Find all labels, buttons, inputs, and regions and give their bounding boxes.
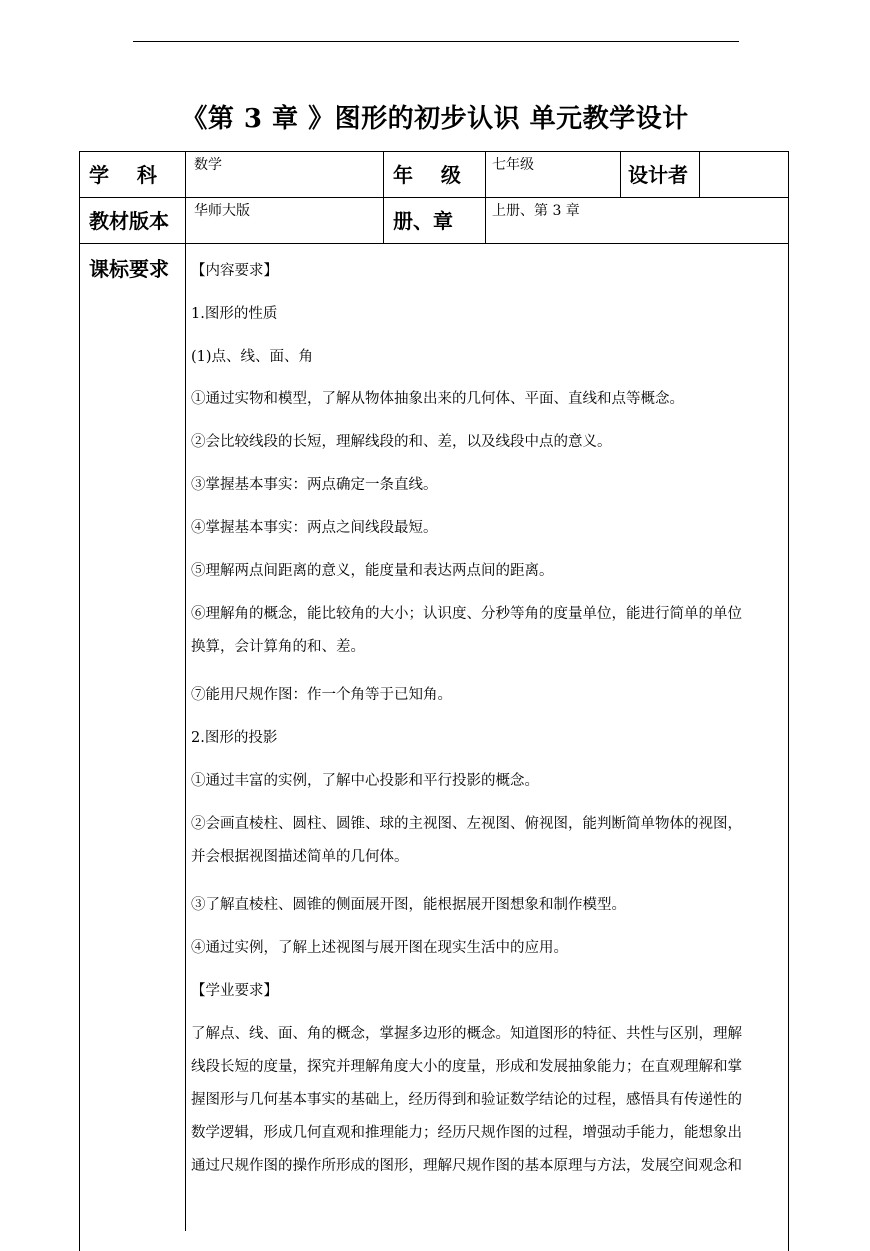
grade-value: 七年级 (492, 157, 534, 173)
list-item: ⑦能用尺规作图：作一个角等于已知角。 (191, 686, 452, 703)
list-item (191, 598, 785, 664)
edition-label: 教材版本 (89, 209, 169, 233)
academic-requirement-paragraph (191, 1018, 785, 1182)
designer-label: 设计者 (628, 163, 688, 187)
list-item: ①通过丰富的实例，了解中心投影和平行投影的概念。 (191, 772, 539, 789)
section-title: 2.图形的投影 (191, 729, 278, 746)
edition-value: 华师大版 (194, 203, 250, 219)
header-rule (133, 41, 739, 42)
paragraph-line: 了解点、线、面、角的概念，掌握多边形的概念。知道图形的特征、共性与区别，理解 (191, 1026, 742, 1043)
list-item-line: 换算，会计算角的和、差。 (191, 639, 365, 656)
list-item-line: ②会画直棱柱、圆柱、圆锥、球的主视图、左视图、俯视图，能判断简单物体的视图， (191, 816, 742, 833)
list-item: ④掌握基本事实：两点之间线段最短。 (191, 519, 438, 536)
grade-label: 年 级 (393, 163, 461, 187)
list-item-line: 并会根据视图描述简单的几何体。 (191, 849, 409, 866)
curriculum-standard-label: 课标要求 (89, 257, 169, 281)
paragraph-line: 线段长短的度量，探究并理解角度大小的度量，形成和发展抽象能力；在直观理解和掌 (191, 1059, 742, 1076)
subject-label: 学 科 (89, 163, 157, 187)
table-col-divider (620, 151, 621, 197)
table-col-divider (485, 151, 486, 243)
list-item: ④通过实例，了解上述视图与展开图在现实生活中的应用。 (191, 939, 568, 956)
list-item: ⑤理解两点间距离的意义，能度量和表达两点间的距离。 (191, 562, 554, 579)
list-item: ①通过实物和模型，了解从物体抽象出来的几何体、平面、直线和点等概念。 (191, 391, 684, 408)
paragraph-line: 通过尺规作图的操作所形成的图形，理解尺规作图的基本原理与方法，发展空间观念和 (191, 1157, 742, 1174)
academic-requirement-heading: 【学业要求】 (191, 982, 278, 999)
list-item: ③了解直棱柱、圆锥的侧面展开图，能根据展开图想象和制作模型。 (191, 896, 626, 913)
curriculum-standard-content (191, 250, 785, 1182)
subsection-title: (1)点、线、面、角 (191, 348, 314, 365)
content-requirement-heading: 【内容要求】 (191, 263, 278, 279)
section-title: 1.图形的性质 (191, 305, 278, 322)
list-item (191, 808, 785, 874)
paragraph-line: 握图形与几何基本事实的基础上，经历得到和验证数学结论的过程，感悟具有传递性的 (191, 1091, 742, 1108)
list-item: ③掌握基本事实：两点确定一条直线。 (191, 476, 438, 493)
paragraph-line: 数学逻辑，形成几何直观和推理能力；经历尺规作图的过程，增强动手能力，能想象出 (191, 1124, 742, 1141)
table-col-divider (383, 151, 384, 243)
table-col-divider (699, 151, 700, 197)
subject-value: 数学 (194, 157, 222, 173)
table-col-divider (185, 151, 186, 1231)
volume-chapter-value: 上册、第 3 章 (492, 203, 580, 219)
list-item: ②会比较线段的长短，理解线段的和、差，以及线段中点的意义。 (191, 434, 612, 451)
volume-chapter-label: 册、章 (393, 209, 453, 233)
list-item-line: ⑥理解角的概念，能比较角的大小；认识度、分秒等角的度量单位，能进行简单的单位 (191, 606, 742, 623)
document-title: 《第 3 章 》图形的初步认识 单元教学设计 (181, 104, 689, 134)
